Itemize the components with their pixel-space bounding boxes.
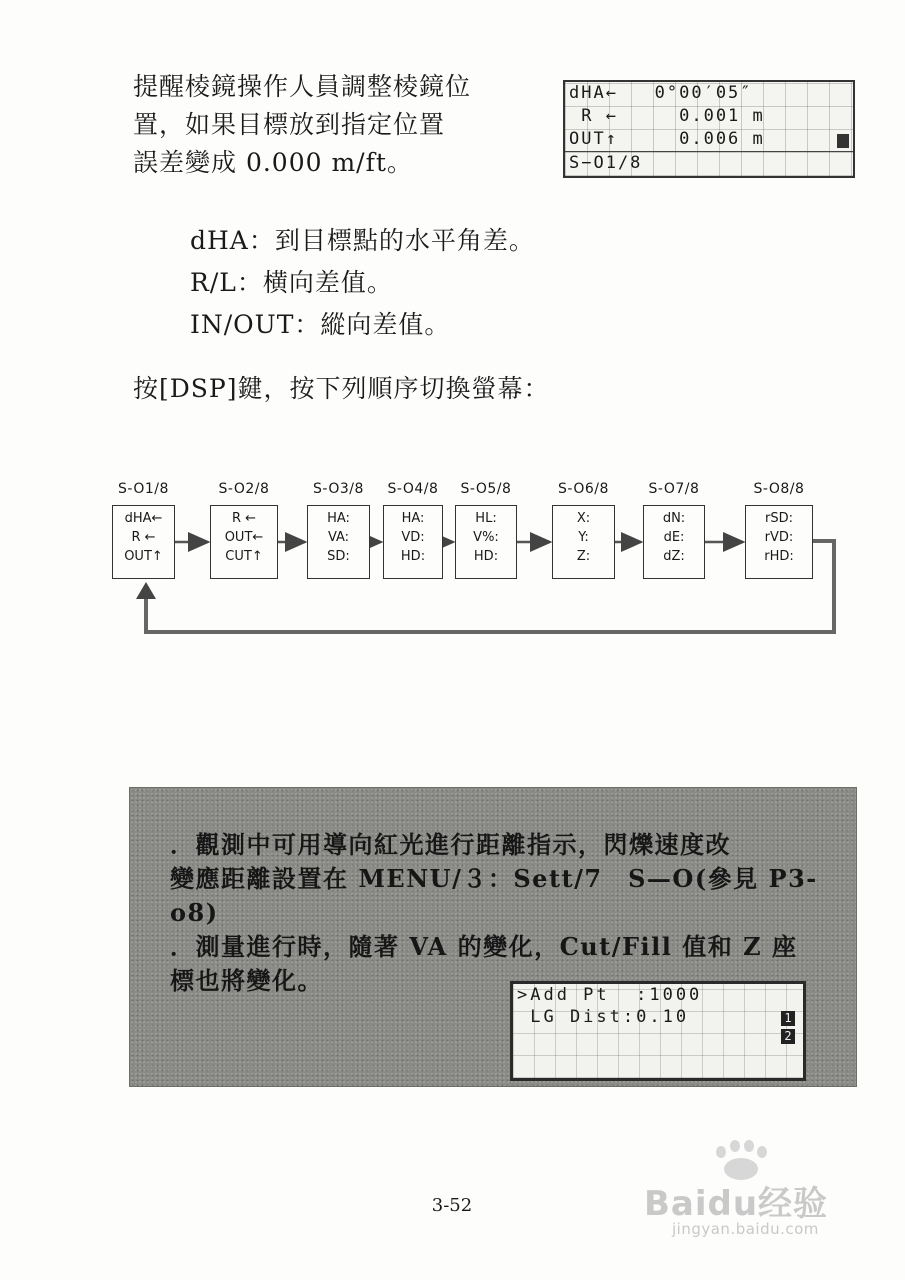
step-field: OUT← bbox=[224, 530, 264, 545]
definition-item bbox=[190, 304, 750, 346]
dsp-instruction: 按[DSP]鍵，按下列順序切換螢幕： bbox=[133, 374, 550, 403]
step-field: rHD: bbox=[764, 549, 794, 564]
intro-line: 提醒棱鏡操作人員調整棱鏡位 bbox=[133, 72, 472, 101]
step-field: dE: bbox=[663, 530, 685, 545]
step-field: rVD: bbox=[764, 530, 794, 545]
note-line: o8) bbox=[170, 898, 219, 927]
step-field: R ← bbox=[231, 511, 257, 526]
step-label: S-O1/8 bbox=[118, 481, 169, 497]
definition-item bbox=[190, 262, 750, 304]
lcd-row: OUT↑ 0.006 m bbox=[569, 129, 765, 149]
step-label: S-O4/8 bbox=[387, 481, 439, 497]
step-label: S-O7/8 bbox=[648, 481, 700, 497]
step-field: dN: bbox=[662, 511, 686, 526]
lcd-screen-stakeout bbox=[563, 80, 855, 178]
watermark bbox=[640, 1140, 890, 1250]
step-field: Y: bbox=[578, 530, 589, 545]
step-label: S-O8/8 bbox=[753, 481, 805, 497]
lcd-row: >Add Pt :1000 bbox=[517, 985, 703, 1005]
step-field: HD: bbox=[473, 549, 499, 564]
watermark-url: jingyan.baidu.com bbox=[672, 1220, 819, 1238]
step-field: dZ: bbox=[663, 549, 685, 564]
intro-line: 置，如果目標放到指定位置 bbox=[133, 110, 446, 139]
display-flow-diagram bbox=[0, 475, 905, 645]
definition-text: 横向差值。 bbox=[262, 268, 393, 297]
screen-step-box bbox=[643, 505, 705, 579]
intro-line: 誤差變成 0.000 m/ft。 bbox=[133, 148, 413, 177]
lcd-row: R ← 0.001 m bbox=[569, 106, 765, 126]
screen-step-box bbox=[383, 505, 443, 579]
step-field: Z: bbox=[576, 549, 591, 564]
lcd-row: S−O1/8 bbox=[565, 151, 853, 175]
note-line: 變應距離設置在 MENU/３：Sett/7 S—O(參見 P3- bbox=[170, 864, 818, 893]
watermark-brand: Baidu经验 bbox=[644, 1184, 829, 1224]
step-label: S-O2/8 bbox=[218, 481, 270, 497]
definition-text: 到目標點的水平角差。 bbox=[274, 226, 535, 255]
page-mark: 2 bbox=[781, 1029, 795, 1044]
screen-step-box bbox=[210, 505, 278, 579]
step-field: OUT↑ bbox=[124, 549, 163, 564]
baidu-paw-icon bbox=[710, 1140, 770, 1180]
definition-text: 縱向差值。 bbox=[320, 310, 451, 339]
screen-step-box bbox=[112, 505, 175, 579]
intro-paragraph bbox=[133, 68, 553, 182]
note-box bbox=[129, 787, 857, 1087]
lcd-row: LG Dist:0.10 bbox=[517, 1007, 690, 1027]
step-field: dHA← bbox=[124, 511, 163, 526]
screen-step-box bbox=[552, 505, 615, 579]
note-line: ．測量進行時，隨著 VA 的變化，Cut/Fill 值和 Z 座 bbox=[170, 932, 798, 961]
battery-icon bbox=[837, 134, 849, 148]
return-loop-arrowhead bbox=[136, 582, 156, 599]
page-number: 3-52 bbox=[431, 1195, 473, 1216]
step-label: S-O5/8 bbox=[460, 481, 512, 497]
step-field: VD: bbox=[401, 530, 425, 545]
step-field: VA: bbox=[327, 530, 350, 545]
lcd-row: dHA← 0°00′05″ bbox=[569, 83, 753, 103]
step-field: R ← bbox=[131, 530, 156, 545]
step-field: X: bbox=[576, 511, 591, 526]
step-field: HA: bbox=[401, 511, 425, 526]
step-field: HL: bbox=[475, 511, 497, 526]
step-label: S-O6/8 bbox=[558, 481, 609, 497]
note-line: ．觀測中可用導向紅光進行距離指示，閃爍速度改 bbox=[170, 830, 731, 859]
screen-step-box bbox=[745, 505, 813, 579]
definition-term: R/L： bbox=[190, 268, 263, 297]
definition-item bbox=[190, 220, 750, 262]
step-label: S-O3/8 bbox=[313, 481, 364, 497]
definition-term: IN/OUT： bbox=[190, 310, 321, 339]
note-text bbox=[170, 828, 850, 998]
screen-step-box bbox=[307, 505, 370, 579]
step-field: CUT↑ bbox=[225, 549, 263, 564]
definition-term: dHA： bbox=[190, 226, 275, 255]
definitions-list bbox=[190, 220, 750, 346]
step-field: HD: bbox=[400, 549, 426, 564]
page-indicator bbox=[781, 1011, 795, 1044]
step-field: V%: bbox=[473, 530, 499, 545]
lcd-screen-note bbox=[510, 981, 806, 1081]
step-field: SD: bbox=[327, 549, 350, 564]
screen-step-box bbox=[455, 505, 517, 579]
page-mark: 1 bbox=[781, 1011, 795, 1026]
step-field: HA: bbox=[327, 511, 350, 526]
note-line: 標也將變化。 bbox=[170, 966, 323, 995]
step-field: rSD: bbox=[765, 511, 793, 526]
